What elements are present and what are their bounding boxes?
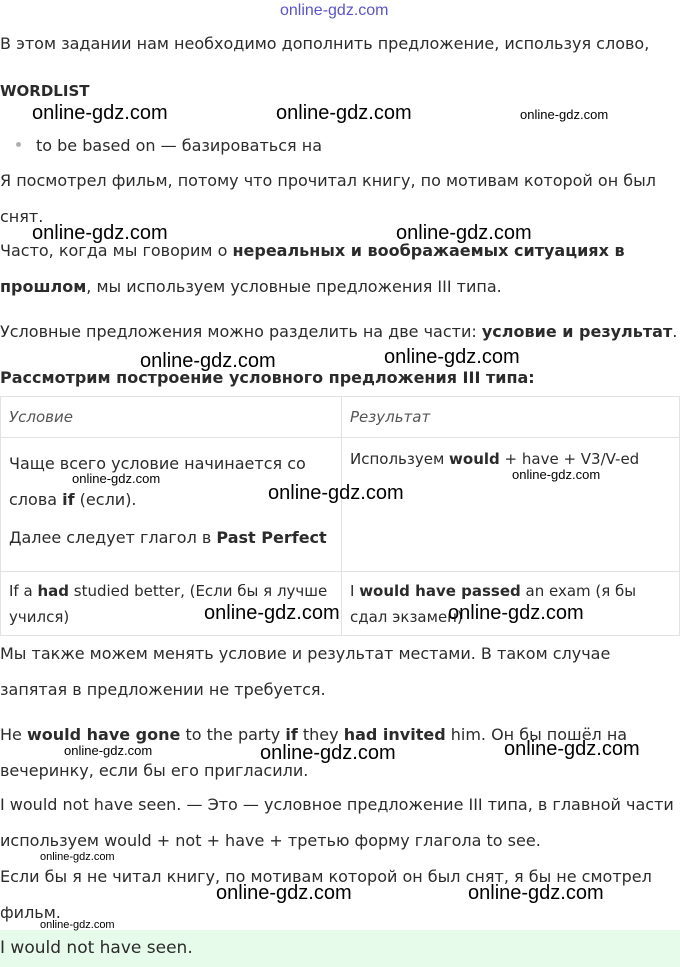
watermark: online-gdz.com — [260, 742, 396, 764]
table-header-row — [1, 397, 680, 438]
paragraph-translation: Если бы я не читал книгу, по мотивам которой он был снят, я бы не смотрел фильм. — [0, 867, 652, 922]
cell-text-i: I — [350, 582, 360, 600]
watermark: online-gdz.com — [204, 602, 340, 624]
cell-text-past-perfect: Past Perfect — [216, 528, 327, 547]
cell-text-if: if — [62, 490, 75, 509]
watermark: online-gdz.com — [468, 882, 604, 904]
cell-text-would-have-passed: would have passed — [359, 582, 521, 600]
p5-a: He — [0, 725, 27, 744]
p5-would-have-gone: would have gone — [26, 725, 181, 744]
section-heading: Рассмотрим построение условного предложения III типа: — [0, 368, 535, 387]
cell-text-example-cond: studied better, (Если бы я лучше учился) — [9, 582, 328, 626]
watermark: online-gdz.com — [140, 350, 276, 372]
p5-had-invited: had invited — [343, 725, 446, 744]
wordlist-item: to be based on — базироваться на — [36, 136, 322, 155]
paragraph-explanation: I would not have seen. — Это — условное предложение III типа, в главной части используем would + not + have + третью форму глагола to see. — [0, 795, 674, 850]
p5-e: they — [297, 725, 344, 744]
watermark: online-gdz.com — [448, 602, 584, 624]
p1-text-a: Часто, когда мы говорим о — [0, 241, 233, 260]
p1-text-c: , мы используем условные предложения III типа. — [86, 277, 502, 296]
p1-text-bold: нереальных и воображаемых ситуациях в прошлом — [0, 241, 625, 296]
bullet-dot-icon — [16, 142, 21, 147]
watermark: online-gdz.com — [64, 743, 153, 758]
cell-text-d: Далее следует глагол в — [9, 528, 217, 547]
watermark: online-gdz.com — [32, 102, 168, 124]
task-sentence: Я посмотрел фильм, потому что прочитал книгу, по мотивам которой он был снят. — [0, 171, 656, 226]
cell-text-example-result: an exam (я бы сдал экзамен) — [350, 582, 637, 626]
watermark: online-gdz.com — [512, 467, 601, 482]
p5-c: to the party — [180, 725, 286, 744]
p2-text-bold: условие и результат — [481, 322, 673, 341]
watermark: online-gdz.com — [268, 482, 404, 504]
watermark: online-gdz.com — [40, 919, 115, 931]
cell-text-a: Чаще всего условие начинается со слова — [9, 454, 306, 509]
answer-text: I would not have seen. — [0, 938, 193, 958]
cell-text-formula: + have + V3/V-ed — [499, 450, 640, 468]
cell-text-had: had — [37, 582, 69, 600]
answer-box — [0, 930, 680, 967]
p5-if: if — [285, 725, 298, 744]
table-header-result: Результат — [342, 397, 680, 438]
watermark: online-gdz.com — [384, 346, 520, 368]
watermark: online-gdz.com — [40, 851, 115, 863]
wordlist-title: WORDLIST — [0, 82, 90, 100]
watermark: online-gdz.com — [520, 107, 609, 122]
p2-text-c: . — [672, 322, 678, 341]
conditional-table — [0, 396, 680, 636]
watermark: online-gdz.com — [504, 738, 640, 760]
watermark: online-gdz.com — [32, 222, 168, 244]
cell-text-use: Используем — [350, 450, 450, 468]
paragraph-parts — [0, 314, 680, 350]
watermark: online-gdz.com — [276, 102, 412, 124]
cell-text-ifa: If a — [9, 582, 38, 600]
cell-text-would: would — [449, 450, 500, 468]
intro-text: В этом задании нам необходимо дополнить предложение, используя слово, — [0, 34, 650, 53]
watermark: online-gdz.com — [216, 882, 352, 904]
p5-g: him. Он бы пошёл на вечеринку, если бы его пригласили. — [0, 725, 628, 780]
p2-text-a: Условные предложения можно разделить на две части: — [0, 322, 482, 341]
watermark-top: online-gdz.com — [280, 2, 389, 19]
paragraph-order: Мы также можем менять условие и результат местами. В таком случае запятая в предложении не требуется. — [0, 644, 611, 699]
cell-text-c: (если). — [74, 490, 137, 509]
watermark: online-gdz.com — [72, 471, 161, 486]
watermark: online-gdz.com — [396, 222, 532, 244]
table-header-condition: Условие — [1, 397, 342, 438]
